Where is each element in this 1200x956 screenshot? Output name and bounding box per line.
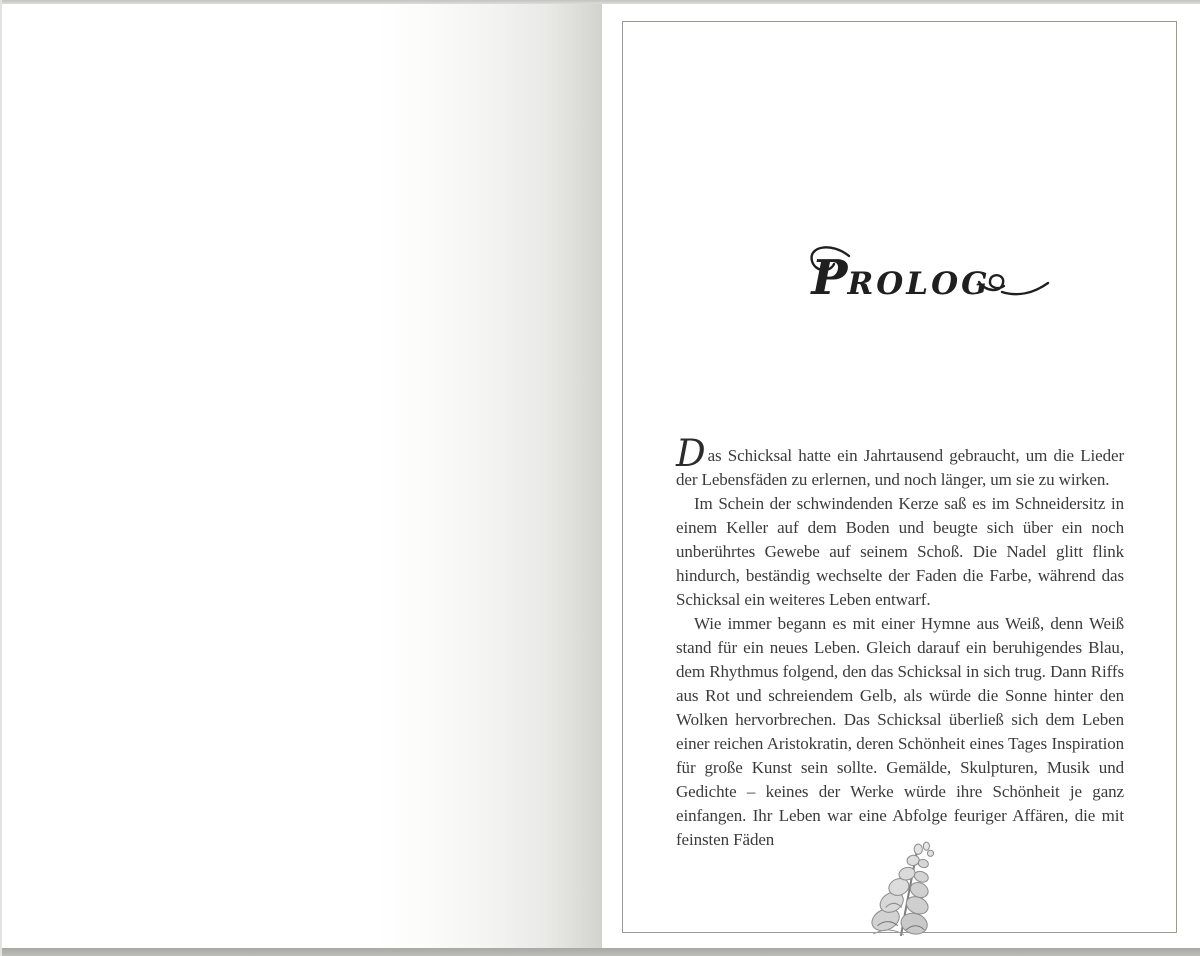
foxglove-illustration (854, 838, 958, 940)
prologue-text-block (676, 432, 1124, 852)
paragraph-1-text: as Schicksal hatte ein Jahrtausend gebraucht, um die Lieder der Lebensfäden zu erlernen, und noch länger, um sie zu wirken. (676, 446, 1124, 489)
chapter-title-text: PROLOG (811, 250, 991, 306)
scan-edge-top (0, 0, 1200, 4)
paragraph-3: Wie immer begann es mit einer Hymne aus Weiß, denn Weiß stand für ein neues Leben. Gleich darauf ein beruhigendes Blau, dem Rhythmus folgend, den das Schicksal in sich trug. Dann Riffs aus Rot und schreiendem Gelb, als würde die Sonne hinter den Wolken hervorbrechen. Das Schicksal überließ sich dem Leben einer reichen Aristokratin, deren Schönheit eines Tages Inspiration für große Kunst sein sollte. Gemälde, Skulpturen, Musik und Gedichte – keines der Werke würde ihre Schönheit je ganz einfangen. Ihr Leben war eine Abfolge feuriger Affären, die mit feinsten Fäden (676, 614, 1124, 849)
left-page-blank (0, 4, 602, 948)
paragraph-2: Im Schein der schwindenden Kerze saß es im Schneidersitz in einem Keller auf dem Boden und beugte sich über ein noch unberührtes Gewebe auf seinem Schoß. Die Nadel glitt flink hindurch, beständig wechselte der Faden die Farbe, während das Schicksal ein weiteres Leben entwarf. (676, 494, 1124, 609)
scan-edge-bottom (0, 948, 1200, 956)
right-page (602, 4, 1200, 948)
chapter-title (602, 240, 1200, 319)
paragraph-1: Das Schicksal hatte ein Jahrtausend gebraucht, um die Lieder der Lebensfäden zu erlernen, und noch länger, um sie zu wirken. (676, 432, 1124, 489)
scan-edge-left (0, 0, 2, 956)
